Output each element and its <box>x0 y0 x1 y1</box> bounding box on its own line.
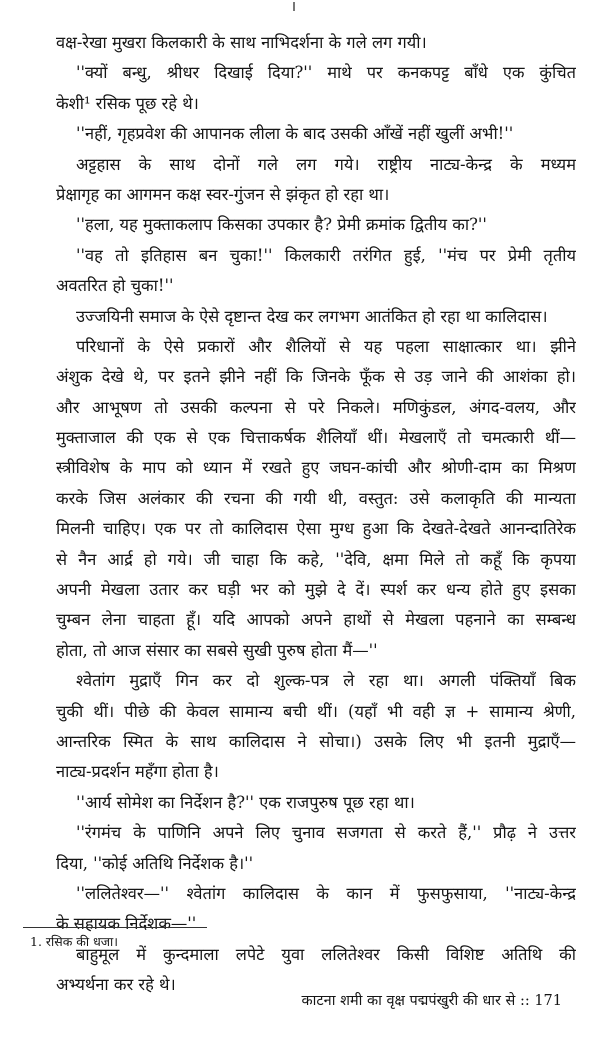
text-line: ''वह तो इतिहास बन चुका!'' किलकारी तरंगित हुई, ''मंच पर प्रेमी तृतीय <box>76 245 576 265</box>
text-line: और आभूषण तो उसकी कल्पना से परे निकले। मणिकुंडल, अंगद-वलय, और <box>56 397 576 417</box>
paragraph <box>56 119 576 149</box>
paragraph <box>56 150 576 211</box>
paragraph <box>56 332 576 666</box>
paragraph <box>56 788 576 818</box>
text-line: ''हला, यह मुक्ताकलाप किसका उपकार है? प्रेमी क्रमांक द्वितीय का?'' <box>76 215 487 235</box>
text-line: अपनी मेखला उतार कर घड़ी भर को मुझे दे दें। स्पर्श कर धन्य होते हुए इसका <box>56 580 576 600</box>
paragraph <box>56 302 576 332</box>
text-line: के सहायक निर्देशक—'' <box>56 914 197 934</box>
text-line: बाहुमूल में कुन्दमाला लपेटे युवा ललितेश्वर किसी विशिष्ट अतिथि की <box>76 944 576 964</box>
text-line: ''नहीं, गृहप्रवेश की आपानक लीला के बाद उसकी आँखें नहीं खुलीं अभी!'' <box>76 124 514 144</box>
paragraph <box>56 818 576 879</box>
text-line: स्त्रीविशेष के माप को ध्यान में रखते हुए जघन-कांची और श्रोणी-दाम का मिश्रण <box>56 458 576 478</box>
text-line: चुम्बन लेना चाहता हूँ। यदि आपको अपने हाथों से मेखला पहनाने का सम्बन्ध <box>56 610 576 630</box>
paragraph <box>56 28 576 58</box>
text-line: अंशुक देखे थे, पर इतने झीने नहीं कि जिनके फूँक से उड़ जाने की आशंका हो। <box>56 367 576 387</box>
text-line: करके जिस अलंकार की रचना की गयी थी, वस्तुत: उसे कलाकृति की मान्यता <box>56 488 576 508</box>
footnote: 1. रसिक की धजा। <box>30 934 119 949</box>
paragraph <box>56 210 576 240</box>
text-line: ''रंगमंच के पाणिनि अपने लिए चुनाव सजगता से करते हैं,'' प्रौढ़ ने उत्तर <box>76 823 576 843</box>
body-text <box>56 28 576 1001</box>
text-line: अट्टहास के साथ दोनों गले लग गये। राष्ट्रीय नाट्य-केन्द्र के मध्यम <box>76 154 576 174</box>
text-line: ''ललितेश्वर—'' श्वेतांग कालिदास के कान में फुसफुसाया, ''नाट्य-केन्द्र <box>76 883 576 903</box>
text-line: मुक्ताजाल की एक से एक चित्ताकर्षक शैलियाँ थीं। मेखलाएँ तो चमत्कारी थीं— <box>56 428 576 448</box>
text-line: आन्तरिक स्मित के साथ कालिदास ने सोचा।) उसके लिए भी इतनी मुद्राएँ— <box>56 731 576 751</box>
print-speck <box>293 2 295 11</box>
text-line: दिया, ''कोई अतिथि निर्देशक है।'' <box>56 853 254 873</box>
footnote-rule <box>23 927 207 928</box>
paragraph <box>56 879 576 940</box>
text-line: उज्जयिनी समाज के ऐसे दृष्टान्त देख कर लगभग आतंकित हो रहा था कालिदास। <box>76 306 548 326</box>
text-line: वक्ष-रेखा मुखरा किलकारी के साथ नाभिदर्शना के गले लग गयी। <box>56 33 427 52</box>
text-line: श्वेतांग मुद्राएँ गिन कर दो शुल्क-पत्र ले रहा था। अगली पंक्तियाँ बिक <box>76 671 576 691</box>
text-line: से नैन आर्द्र हो गये। जी चाहा कि कहे, ''देवि, क्षमा मिले तो कहूँ कि कृपया <box>56 549 576 569</box>
text-line: नाट्य-प्रदर्शन महँगा होता है। <box>56 762 219 782</box>
page-footer: काटना शमी का वृक्ष पद्मपंखुरी की धार से :: 171 <box>301 993 562 1009</box>
text-line: परिधानों के ऐसे प्रकारों और शैलियों से यह पहला साक्षात्कार था। झीने <box>76 336 576 356</box>
paragraph <box>56 241 576 302</box>
paragraph <box>56 666 576 788</box>
text-line: मिलनी चाहिए। एक पर तो कालिदास ऐसा मुग्ध हुआ कि देखते-देखते आनन्दातिरेक <box>56 519 576 539</box>
text-line: अभ्यर्थना कर रहे थे। <box>56 975 176 995</box>
text-line: होता, तो आज संसार का सबसे सुखी पुरुष होता मैं—'' <box>56 640 378 660</box>
text-line: केशी¹ रसिक पूछ रहे थे। <box>56 93 199 113</box>
text-line: प्रेक्षागृह का आगमन कक्ष स्वर-गुंजन से झंकृत हो रहा था। <box>56 184 390 204</box>
text-line: चुकी थीं। पीछे की केवल सामान्य बची थीं। (यहाँ भी वही ज्ञ + सामान्य श्रेणी, <box>56 701 576 721</box>
text-line: ''आर्य सोमेश का निर्देशन है?'' एक राजपुरुष पूछ रहा था। <box>76 792 415 812</box>
text-line: अवतरित हो चुका!'' <box>56 276 174 296</box>
paragraph <box>56 58 576 119</box>
text-line: ''क्यों बन्धु, श्रीधर दिखाई दिया?'' माथे पर कनकपट्ट बाँधे एक कुंचित <box>76 63 576 83</box>
